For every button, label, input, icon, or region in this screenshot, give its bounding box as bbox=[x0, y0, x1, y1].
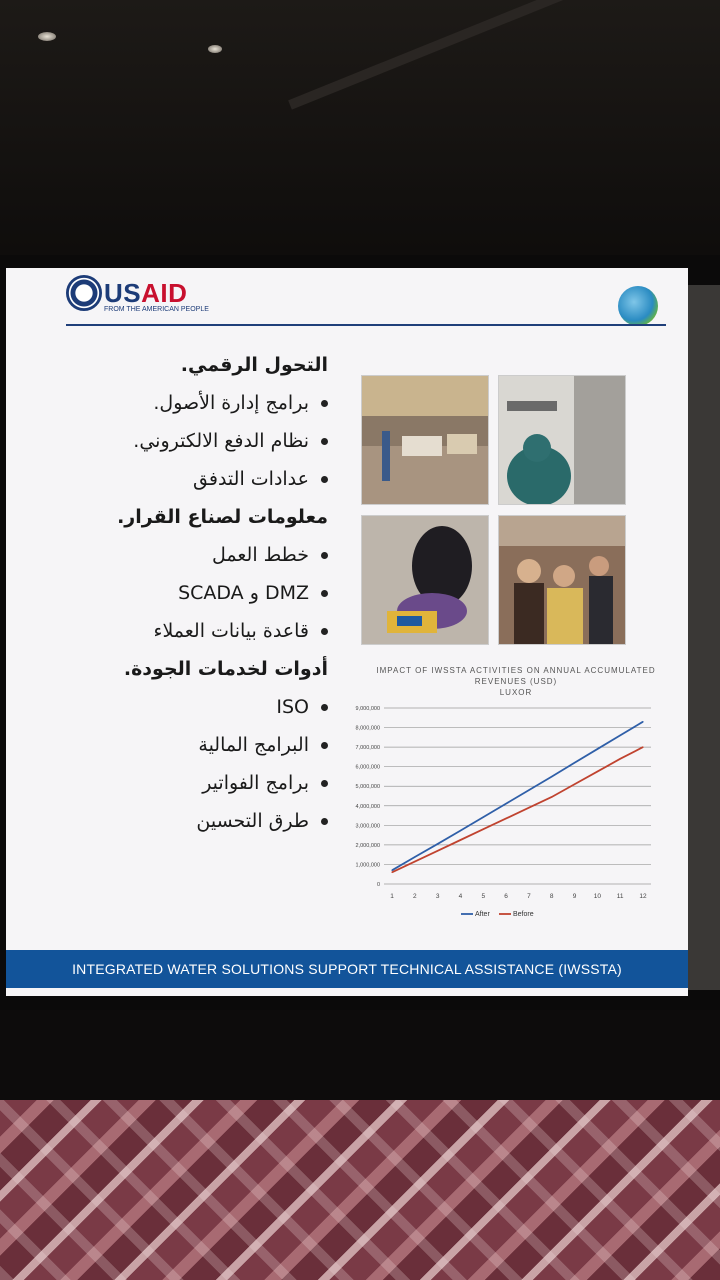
bullet-item bbox=[28, 726, 328, 764]
y-tick-label: 2,000,000 bbox=[355, 842, 380, 849]
chart-title-text: IMPACT OF IWSSTA ACTIVITIES ON ANNUAL ACCUMULATED REVENUES (USD) bbox=[376, 666, 656, 686]
bullet-text: التحول الرقمي. bbox=[180, 354, 328, 376]
revenue-line-chart bbox=[336, 696, 666, 926]
photo-control-panel bbox=[498, 375, 626, 505]
series-line-before bbox=[392, 747, 643, 872]
data-point-after bbox=[551, 776, 552, 777]
bullet-dot-icon bbox=[321, 438, 328, 445]
data-point-after bbox=[620, 735, 621, 736]
bullet-dot-icon bbox=[321, 742, 328, 749]
photo-meter-work bbox=[361, 515, 489, 645]
stage-front bbox=[0, 1010, 720, 1105]
y-tick-label: 7,000,000 bbox=[355, 745, 380, 752]
y-tick-label: 6,000,000 bbox=[355, 764, 380, 771]
data-point-before bbox=[391, 872, 392, 873]
bullet-dot-icon bbox=[321, 590, 328, 597]
legend-label-after: After bbox=[475, 911, 490, 918]
y-tick-label: 9,000,000 bbox=[355, 706, 380, 712]
bullet-text: برامج الفواتير bbox=[202, 772, 309, 794]
usaid-logo-us: US bbox=[104, 278, 142, 308]
bullet-dot-icon bbox=[321, 704, 328, 711]
photo-grid bbox=[361, 375, 633, 650]
section-heading bbox=[28, 498, 328, 536]
bullet-text: خطط العمل bbox=[211, 544, 309, 566]
bullet-text: قاعدة بيانات العملاء bbox=[153, 620, 309, 642]
usaid-logo-aid: AID bbox=[141, 278, 188, 308]
bullet-item bbox=[28, 422, 328, 460]
bullet-dot-icon bbox=[321, 476, 328, 483]
data-point-before bbox=[528, 807, 529, 808]
data-point-before bbox=[483, 829, 484, 830]
chart-subtitle: LUXOR bbox=[499, 688, 533, 697]
y-tick-label: 1,000,000 bbox=[355, 862, 380, 869]
y-tick-label: 0 bbox=[376, 882, 380, 888]
bullet-item bbox=[28, 574, 328, 612]
data-point-before bbox=[505, 818, 506, 819]
usaid-tagline: FROM THE AMERICAN PEOPLE bbox=[104, 306, 209, 313]
data-point-after bbox=[505, 803, 506, 804]
bullet-dot-icon bbox=[321, 628, 328, 635]
data-point-after bbox=[437, 843, 438, 844]
usaid-logo bbox=[104, 278, 187, 309]
bullet-item bbox=[28, 536, 328, 574]
ceiling-light bbox=[208, 45, 222, 53]
data-point-after bbox=[414, 856, 415, 857]
bullet-dot-icon bbox=[321, 780, 328, 787]
data-point-after bbox=[528, 790, 529, 791]
header-divider bbox=[66, 324, 666, 326]
x-tick-label: 2 bbox=[413, 893, 417, 900]
side-panel bbox=[688, 285, 720, 990]
ceiling bbox=[0, 0, 720, 270]
data-point-after bbox=[483, 817, 484, 818]
bullet-text: برامج إدارة الأصول. bbox=[153, 392, 309, 414]
data-point-after bbox=[574, 762, 575, 763]
presentation-slide bbox=[6, 268, 688, 996]
bullet-item bbox=[28, 802, 328, 840]
bullet-item bbox=[28, 384, 328, 422]
bullet-text: عدادات التدفق bbox=[193, 468, 309, 490]
legend-label-before: Before bbox=[513, 911, 534, 918]
footer-bar bbox=[6, 950, 688, 988]
bullet-item bbox=[28, 764, 328, 802]
bullet-dot-icon bbox=[321, 552, 328, 559]
footer-title: INTEGRATED WATER SOLUTIONS SUPPORT TECHNICAL ASSISTANCE (IWSSTA) bbox=[72, 961, 622, 977]
x-tick-label: 10 bbox=[593, 893, 601, 900]
bullet-text: أدوات لخدمات الجودة. bbox=[123, 658, 328, 680]
data-point-before bbox=[460, 839, 461, 840]
data-point-before bbox=[437, 850, 438, 851]
carpet-pattern bbox=[0, 1100, 720, 1280]
section-heading bbox=[28, 650, 328, 688]
data-point-before bbox=[597, 771, 598, 772]
bullet-text: معلومات لصناع القرار. bbox=[117, 506, 328, 528]
x-tick-label: 6 bbox=[504, 893, 508, 900]
x-tick-label: 9 bbox=[572, 893, 577, 900]
bullet-item bbox=[28, 612, 328, 650]
bullet-item bbox=[28, 688, 328, 726]
data-point-after bbox=[597, 748, 598, 749]
data-point-before bbox=[414, 861, 415, 862]
photo-group-meeting bbox=[498, 515, 626, 645]
x-tick-label: 3 bbox=[435, 893, 440, 900]
bullet-dot-icon bbox=[321, 400, 328, 407]
chart-title bbox=[366, 665, 666, 698]
bullet-text: ISO bbox=[276, 696, 309, 718]
data-point-before bbox=[642, 747, 643, 748]
series-line-after bbox=[392, 722, 643, 871]
y-tick-label: 8,000,000 bbox=[355, 725, 380, 732]
bullet-text: طرق التحسين bbox=[196, 810, 309, 832]
ceiling-light bbox=[38, 32, 56, 41]
bullet-text: نظام الدفع الالكتروني. bbox=[133, 430, 309, 452]
section-heading bbox=[28, 346, 328, 384]
data-point-before bbox=[551, 796, 552, 797]
x-tick-label: 5 bbox=[481, 893, 486, 900]
y-tick-label: 5,000,000 bbox=[355, 784, 380, 791]
usaid-seal-icon bbox=[66, 275, 102, 311]
data-point-after bbox=[391, 870, 392, 871]
photo-training-hall bbox=[361, 375, 489, 505]
bullet-list bbox=[28, 346, 328, 840]
bullet-text: DMZ و SCADA bbox=[178, 582, 309, 604]
y-tick-label: 3,000,000 bbox=[355, 823, 380, 830]
bullet-item bbox=[28, 460, 328, 498]
x-tick-label: 7 bbox=[527, 893, 531, 900]
x-tick-label: 8 bbox=[549, 893, 554, 900]
data-point-after bbox=[460, 830, 461, 831]
y-tick-label: 4,000,000 bbox=[355, 803, 380, 810]
data-point-before bbox=[620, 758, 621, 759]
water-company-logo-icon bbox=[618, 286, 658, 326]
data-point-after bbox=[642, 721, 643, 722]
x-tick-label: 11 bbox=[616, 893, 624, 900]
bullet-text: البرامج المالية bbox=[198, 734, 309, 756]
x-tick-label: 12 bbox=[639, 893, 647, 900]
data-point-before bbox=[574, 784, 575, 785]
bullet-dot-icon bbox=[321, 818, 328, 825]
x-tick-label: 4 bbox=[458, 893, 463, 900]
x-tick-label: 1 bbox=[390, 893, 394, 900]
